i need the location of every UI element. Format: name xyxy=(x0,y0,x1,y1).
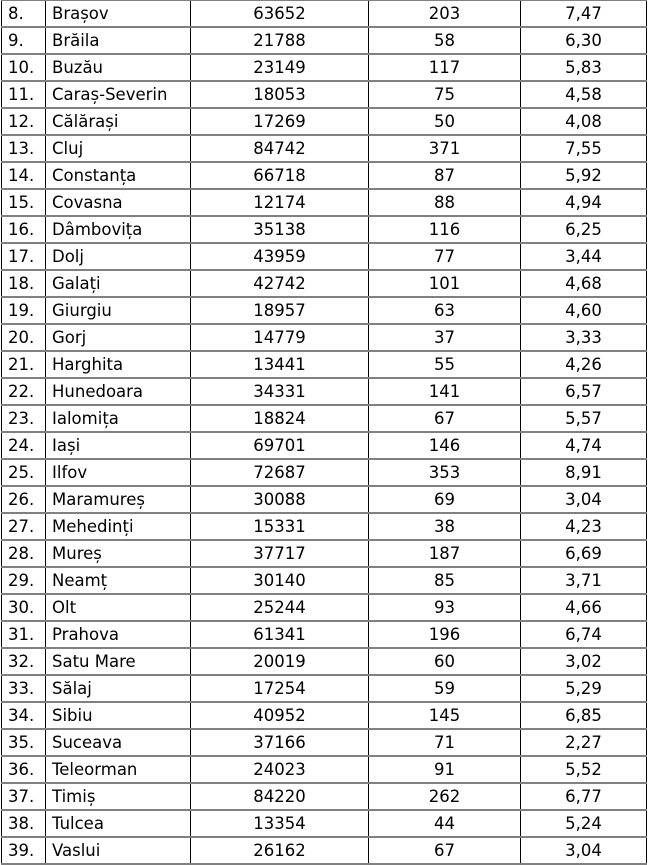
cell-name: Vaslui xyxy=(46,837,191,864)
cell-name: Sălaj xyxy=(46,675,191,702)
cell-rank: 29. xyxy=(2,567,46,594)
cell-val3: 5,24 xyxy=(521,810,647,837)
cell-val2: 87 xyxy=(369,162,521,189)
cell-val2: 196 xyxy=(369,621,521,648)
cell-name: Dolj xyxy=(46,243,191,270)
cell-val3: 4,23 xyxy=(521,513,647,540)
cell-rank: 39. xyxy=(2,837,46,864)
cell-val2: 93 xyxy=(369,594,521,621)
table-row xyxy=(2,378,647,405)
cell-val2: 116 xyxy=(369,216,521,243)
cell-rank: 27. xyxy=(2,513,46,540)
table-row xyxy=(2,810,647,837)
table-row xyxy=(2,513,647,540)
cell-rank: 22. xyxy=(2,378,46,405)
cell-val3: 3,04 xyxy=(521,837,647,864)
cell-val3: 4,58 xyxy=(521,81,647,108)
cell-val2: 37 xyxy=(369,324,521,351)
cell-val3: 4,60 xyxy=(521,297,647,324)
cell-val1: 13441 xyxy=(191,351,369,378)
cell-val1: 23149 xyxy=(191,54,369,81)
cell-name: Hunedoara xyxy=(46,378,191,405)
cell-val3: 4,66 xyxy=(521,594,647,621)
cell-name: Teleorman xyxy=(46,756,191,783)
cell-name: Satu Mare xyxy=(46,648,191,675)
cell-name: Olt xyxy=(46,594,191,621)
cell-val2: 69 xyxy=(369,486,521,513)
table-row xyxy=(2,783,647,810)
cell-val1: 61341 xyxy=(191,621,369,648)
cell-val2: 146 xyxy=(369,432,521,459)
cell-val1: 84220 xyxy=(191,783,369,810)
cell-val1: 13354 xyxy=(191,810,369,837)
cell-val1: 14779 xyxy=(191,324,369,351)
cell-name: Harghita xyxy=(46,351,191,378)
cell-val2: 60 xyxy=(369,648,521,675)
cell-val2: 55 xyxy=(369,351,521,378)
table-row xyxy=(2,702,647,729)
cell-rank: 9. xyxy=(2,27,46,54)
table-body xyxy=(2,0,647,864)
cell-val2: 59 xyxy=(369,675,521,702)
cell-name: Covasna xyxy=(46,189,191,216)
cell-val3: 3,44 xyxy=(521,243,647,270)
cell-rank: 20. xyxy=(2,324,46,351)
cell-rank: 34. xyxy=(2,702,46,729)
cell-val3: 3,71 xyxy=(521,567,647,594)
cell-val2: 141 xyxy=(369,378,521,405)
cell-rank: 28. xyxy=(2,540,46,567)
cell-name: Timiș xyxy=(46,783,191,810)
cell-rank: 13. xyxy=(2,135,46,162)
cell-rank: 17. xyxy=(2,243,46,270)
cell-val1: 25244 xyxy=(191,594,369,621)
cell-val1: 17254 xyxy=(191,675,369,702)
cell-val2: 371 xyxy=(369,135,521,162)
cell-val3: 4,68 xyxy=(521,270,647,297)
cell-val2: 187 xyxy=(369,540,521,567)
cell-rank: 18. xyxy=(2,270,46,297)
cell-val1: 42742 xyxy=(191,270,369,297)
cell-val2: 67 xyxy=(369,837,521,864)
cell-val3: 6,69 xyxy=(521,540,647,567)
cell-rank: 23. xyxy=(2,405,46,432)
cell-val3: 5,52 xyxy=(521,756,647,783)
cell-val1: 37166 xyxy=(191,729,369,756)
cell-val1: 69701 xyxy=(191,432,369,459)
cell-val2: 262 xyxy=(369,783,521,810)
table-row xyxy=(2,756,647,783)
table-row xyxy=(2,27,647,54)
cell-name: Dâmbovița xyxy=(46,216,191,243)
table-row xyxy=(2,162,647,189)
table-row xyxy=(2,459,647,486)
table-row xyxy=(2,0,647,27)
cell-rank: 10. xyxy=(2,54,46,81)
cell-rank: 11. xyxy=(2,81,46,108)
cell-rank: 12. xyxy=(2,108,46,135)
cell-val3: 6,85 xyxy=(521,702,647,729)
table-row xyxy=(2,540,647,567)
cell-name: Prahova xyxy=(46,621,191,648)
cell-name: Neamț xyxy=(46,567,191,594)
cell-val1: 26162 xyxy=(191,837,369,864)
cell-val3: 6,30 xyxy=(521,27,647,54)
cell-val2: 44 xyxy=(369,810,521,837)
cell-val1: 17269 xyxy=(191,108,369,135)
cell-val3: 6,57 xyxy=(521,378,647,405)
table-row xyxy=(2,108,647,135)
cell-val3: 3,33 xyxy=(521,324,647,351)
cell-val1: 34331 xyxy=(191,378,369,405)
cell-rank: 35. xyxy=(2,729,46,756)
cell-val2: 75 xyxy=(369,81,521,108)
cell-val1: 20019 xyxy=(191,648,369,675)
cell-val3: 8,91 xyxy=(521,459,647,486)
table-row xyxy=(2,729,647,756)
cell-val1: 24023 xyxy=(191,756,369,783)
cell-name: Cluj xyxy=(46,135,191,162)
cell-val2: 353 xyxy=(369,459,521,486)
table-row xyxy=(2,405,647,432)
cell-val3: 7,55 xyxy=(521,135,647,162)
table-row xyxy=(2,135,647,162)
table-row xyxy=(2,432,647,459)
cell-val1: 40952 xyxy=(191,702,369,729)
table-row xyxy=(2,324,647,351)
table-row xyxy=(2,270,647,297)
cell-name: Iași xyxy=(46,432,191,459)
table-row xyxy=(2,189,647,216)
cell-rank: 15. xyxy=(2,189,46,216)
table-row xyxy=(2,594,647,621)
cell-val1: 18053 xyxy=(191,81,369,108)
cell-val2: 91 xyxy=(369,756,521,783)
cell-val2: 50 xyxy=(369,108,521,135)
cell-name: Brașov xyxy=(46,0,191,27)
cell-val1: 84742 xyxy=(191,135,369,162)
cell-val1: 30088 xyxy=(191,486,369,513)
table-row xyxy=(2,567,647,594)
cell-name: Mureș xyxy=(46,540,191,567)
cell-name: Brăila xyxy=(46,27,191,54)
cell-val2: 77 xyxy=(369,243,521,270)
cell-rank: 26. xyxy=(2,486,46,513)
cell-val3: 6,74 xyxy=(521,621,647,648)
table-row xyxy=(2,81,647,108)
cell-val1: 30140 xyxy=(191,567,369,594)
cell-name: Mehedinți xyxy=(46,513,191,540)
cell-rank: 24. xyxy=(2,432,46,459)
cell-val1: 43959 xyxy=(191,243,369,270)
cell-val1: 37717 xyxy=(191,540,369,567)
cell-val2: 67 xyxy=(369,405,521,432)
cell-val2: 71 xyxy=(369,729,521,756)
table-row xyxy=(2,216,647,243)
cell-val3: 6,25 xyxy=(521,216,647,243)
cell-name: Suceava xyxy=(46,729,191,756)
cell-name: Ialomița xyxy=(46,405,191,432)
table-row xyxy=(2,351,647,378)
cell-rank: 33. xyxy=(2,675,46,702)
cell-rank: 16. xyxy=(2,216,46,243)
table-row xyxy=(2,837,647,864)
cell-name: Giurgiu xyxy=(46,297,191,324)
cell-rank: 30. xyxy=(2,594,46,621)
cell-name: Ilfov xyxy=(46,459,191,486)
cell-val3: 3,04 xyxy=(521,486,647,513)
cell-val2: 117 xyxy=(369,54,521,81)
cell-rank: 32. xyxy=(2,648,46,675)
table-row xyxy=(2,648,647,675)
cell-name: Sibiu xyxy=(46,702,191,729)
cell-name: Tulcea xyxy=(46,810,191,837)
cell-val3: 6,77 xyxy=(521,783,647,810)
cell-val1: 21788 xyxy=(191,27,369,54)
table-row xyxy=(2,486,647,513)
cell-val3: 4,94 xyxy=(521,189,647,216)
cell-name: Galați xyxy=(46,270,191,297)
cell-val2: 88 xyxy=(369,189,521,216)
cell-val3: 3,02 xyxy=(521,648,647,675)
table-row xyxy=(2,54,647,81)
cell-val2: 101 xyxy=(369,270,521,297)
cell-val3: 7,47 xyxy=(521,0,647,27)
cell-val3: 5,57 xyxy=(521,405,647,432)
cell-val2: 203 xyxy=(369,0,521,27)
cell-val1: 35138 xyxy=(191,216,369,243)
cell-val2: 85 xyxy=(369,567,521,594)
cell-rank: 25. xyxy=(2,459,46,486)
cell-val1: 63652 xyxy=(191,0,369,27)
cell-name: Buzău xyxy=(46,54,191,81)
cell-val3: 5,29 xyxy=(521,675,647,702)
table-row xyxy=(2,297,647,324)
cell-val2: 58 xyxy=(369,27,521,54)
cell-val3: 4,08 xyxy=(521,108,647,135)
counties-statistics-table xyxy=(1,0,647,865)
cell-rank: 31. xyxy=(2,621,46,648)
cell-val1: 18957 xyxy=(191,297,369,324)
cell-val1: 15331 xyxy=(191,513,369,540)
cell-name: Caraș-Severin xyxy=(46,81,191,108)
cell-val1: 66718 xyxy=(191,162,369,189)
cell-name: Călărași xyxy=(46,108,191,135)
cell-val2: 38 xyxy=(369,513,521,540)
cell-rank: 8. xyxy=(2,0,46,27)
cell-val1: 72687 xyxy=(191,459,369,486)
table-row xyxy=(2,243,647,270)
table-row xyxy=(2,675,647,702)
cell-rank: 21. xyxy=(2,351,46,378)
cell-name: Maramureș xyxy=(46,486,191,513)
cell-rank: 37. xyxy=(2,783,46,810)
table-row xyxy=(2,621,647,648)
cell-val2: 63 xyxy=(369,297,521,324)
cell-rank: 14. xyxy=(2,162,46,189)
cell-rank: 19. xyxy=(2,297,46,324)
cell-val3: 2,27 xyxy=(521,729,647,756)
cell-val1: 18824 xyxy=(191,405,369,432)
cell-name: Gorj xyxy=(46,324,191,351)
cell-val2: 145 xyxy=(369,702,521,729)
cell-val3: 4,26 xyxy=(521,351,647,378)
cell-rank: 38. xyxy=(2,810,46,837)
cell-val3: 5,92 xyxy=(521,162,647,189)
cell-val3: 5,83 xyxy=(521,54,647,81)
cell-name: Constanța xyxy=(46,162,191,189)
cell-val1: 12174 xyxy=(191,189,369,216)
cell-rank: 36. xyxy=(2,756,46,783)
cell-val3: 4,74 xyxy=(521,432,647,459)
